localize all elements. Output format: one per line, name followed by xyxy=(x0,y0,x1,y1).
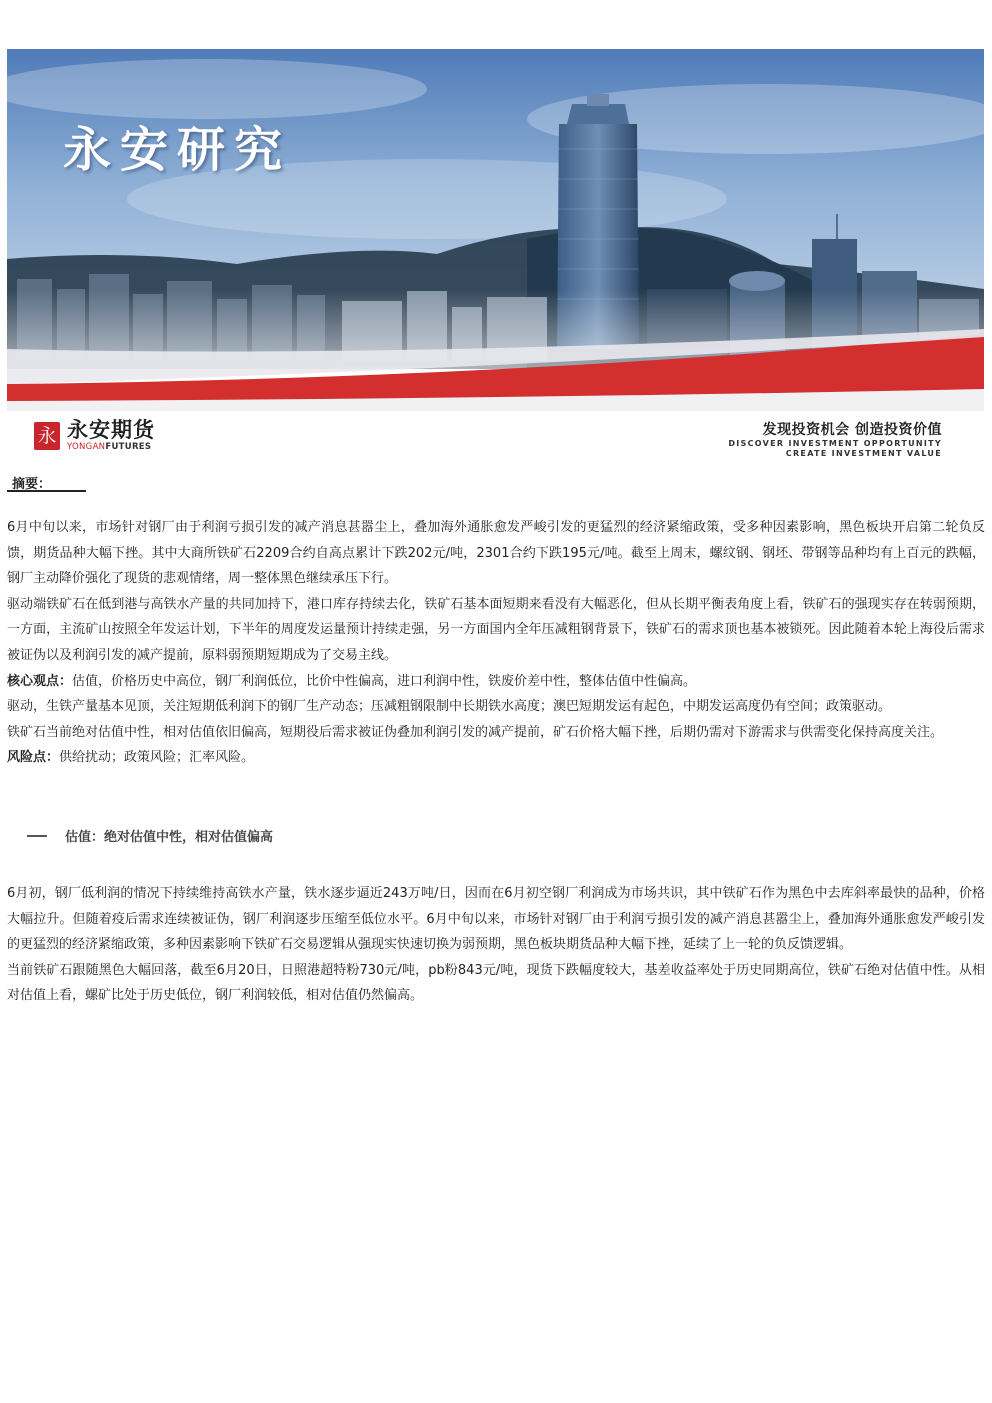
abstract-paragraph: 驱动，生铁产量基本见顶，关注短期低利润下的钢厂生产动态；压减粗钢限制中长期铁水高度；澳巴短期发运有起色，中期发运高度仍有空间；政策驱动。 xyxy=(7,699,892,715)
banner-title: 永安研究 xyxy=(63,122,292,178)
logo-name-en: YONGANFUTURES xyxy=(67,442,152,452)
core-view-label: 核心观点： xyxy=(7,673,73,689)
company-logo xyxy=(34,419,155,452)
slogan xyxy=(728,419,942,459)
section-heading xyxy=(27,826,273,845)
slogan-en-line2: CREATE INVESTMENT VALUE xyxy=(785,449,942,458)
logo-seal-icon: 永 xyxy=(34,422,60,450)
abstract-heading: 摘要： xyxy=(7,473,86,492)
logo-text xyxy=(67,419,155,452)
section-paragraph: 当前铁矿石跟随黑色大幅回落，截至6月20日，日照港超特粉730元/吨，pb粉843元/吨，现货下跌幅度较大，基差收益率处于历史同期高位，铁矿石绝对估值中性。从相对估值上看，螺矿比处于历史低位，钢厂利润较低，相对估值仍然偏高。 xyxy=(7,962,985,1004)
abstract-paragraph: 6月中旬以来，市场针对钢厂由于利润亏损引发的减产消息甚嚣尘上，叠加海外通胀愈发严峻引发的更猛烈的经济紧缩政策，受多种因素影响，黑色板块开启第二轮负反馈，期货品种大幅下挫。其中大商所铁矿石2209合约自高点累计下跌202元/吨，2301合约下跌195元/吨。截至上周末，螺纹钢、钢坯、带钢等品种均有上百元的跌幅，钢厂主动降价强化了现货的悲观情绪，周一整体黑色继续承压下行。 xyxy=(7,520,985,587)
header-banner xyxy=(7,49,984,469)
section-paragraph: 6月初，钢厂低利润的情况下持续维持高铁水产量，铁水逐步逼近243万吨/日，因而在6月初空钢厂利润成为市场共识，其中铁矿石作为黑色中去库斜率最快的品种，价格大幅拉升。但随着疫后需求连续被证伪，钢厂利润逐步压缩至低位水平。6月中旬以来，市场针对钢厂由于利润亏损引发的减产消息甚嚣尘上，叠加海外通胀愈发严峻引发的更猛烈的经济紧缩政策，多种因素影响下铁矿石交易逻辑从强现实快速切换为弱预期，黑色板块期货品种大幅下挫，延续了上一轮的负反馈逻辑。 xyxy=(7,886,985,953)
risk-label: 风险点： xyxy=(7,750,60,766)
section-title: 估值：绝对估值中性，相对估值偏高 xyxy=(65,830,274,845)
core-view-paragraph: 核心观点：估值，价格历史中高位，钢厂利润低位，比价中性偏高，进口利润中性，铁废价差中性，整体估值中性偏高。 xyxy=(7,673,697,689)
section-dash-icon xyxy=(27,835,47,837)
slogan-cn: 发现投资机会 创造投资价值 xyxy=(762,422,942,438)
risk-paragraph: 风险点：供给扰动；政策风险；汇率风险。 xyxy=(7,750,255,766)
section-body xyxy=(7,881,985,1009)
abstract-body xyxy=(7,515,985,771)
slogan-en-line1: DISCOVER INVESTMENT OPPORTUNITY xyxy=(728,439,942,448)
logo-name-cn: 永安期货 xyxy=(67,418,155,442)
abstract-paragraph: 铁矿石当前绝对估值中性，相对估值依旧偏高，短期役后需求被证伪叠加利润引发的减产提前，矿石价格大幅下挫，后期仍需对下游需求与供需变化保持高度关注。 xyxy=(7,724,944,740)
abstract-paragraph: 驱动端铁矿石在低到港与高铁水产量的共同加持下，港口库存持续去化，铁矿石基本面短期来看没有大幅恶化，但从长期平衡表角度上看，铁矿石的强现实存在转弱预期，一方面，主流矿山按照全年发运计划，下半年的周度发运量预计持续走强，另一方面国内全年压减粗钢背景下，铁矿石的需求顶也基本被锁死。因此随着本轮上海役后需求被证伪以及利润引发的减产提前，原料弱预期短期成为了交易主线。 xyxy=(7,596,985,663)
